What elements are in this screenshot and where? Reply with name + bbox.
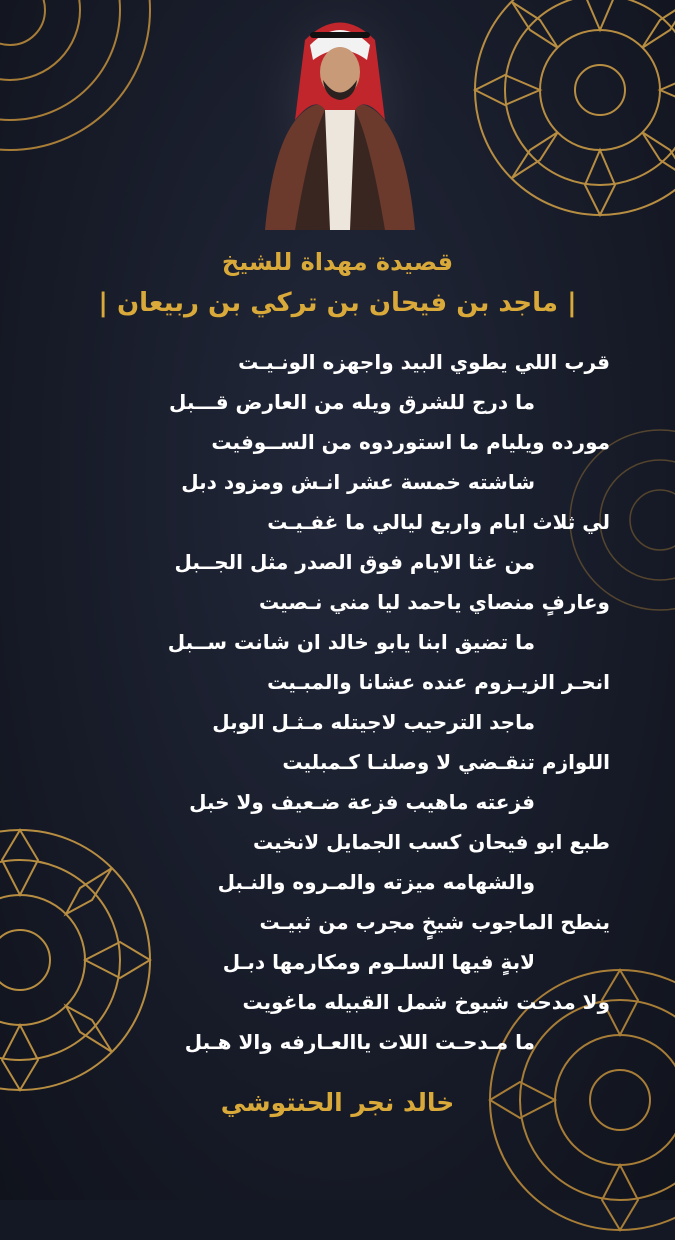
poem-line: طبع ابو فيحان كسب الجمايل لانخيت bbox=[252, 830, 610, 854]
poem-line: لي ثلاث ايام واربع ليالي ما غفـيـت bbox=[267, 510, 610, 534]
poem-line: فزعته ماهيب فزعة ضـعيف ولا خبل bbox=[189, 790, 535, 814]
poem-line: ما تضيق ابنا يابو خالد ان شانت ســبل bbox=[167, 630, 535, 654]
poem-line: ما درج للشرق ويله من العارض قـــبل bbox=[168, 390, 535, 414]
poem-line: ما مـدحـت اللات ياالعـارفه والا هـبل bbox=[184, 1030, 535, 1054]
poem-dedication-title: قصيدة مهداة للشيخ bbox=[221, 248, 454, 276]
poem-line: مورده ويليام ما استوردوه من الســوفيت bbox=[211, 430, 610, 454]
poem-line: ولا مدحت شيوخ شمل القبيله ماغويت bbox=[242, 990, 610, 1014]
mandala-bottom-left-ornament bbox=[0, 820, 160, 1100]
poem-line: لابةٍ فيها السلـوم ومكارمها دبـل bbox=[222, 950, 535, 974]
poem-line: قرب اللي يطوي البيد واجهزه الونـيـت bbox=[238, 350, 610, 374]
portrait-image bbox=[255, 0, 425, 230]
mandala-top-left-ornament bbox=[0, 0, 160, 160]
poem-line: اللوازم تنقـضي لا وصلنـا كـمبليت bbox=[282, 750, 610, 774]
mandala-top-right-ornament bbox=[470, 0, 675, 240]
poet-signature: خالد نجر الحنتوشي bbox=[220, 1088, 455, 1117]
honoree-name-title: | ماجد بن فيحان بن تركي بن ربيعان | bbox=[98, 288, 577, 318]
poem-line: انحـر الزيـزوم عنده عشانا والمبـيت bbox=[267, 670, 610, 694]
poem-line: شاشته خمسة عشر انـش ومزود دبل bbox=[181, 470, 535, 494]
poem-line: والشهامه ميزته والمـروه والنـبل bbox=[217, 870, 535, 894]
poem-line: ينطح الماجوب شيخٍ مجرب من ثبيـت bbox=[259, 910, 610, 934]
poem-line: من غثا الايام فوق الصدر مثل الجــبل bbox=[174, 550, 535, 574]
poem-line: وعارفٍ منصاي ياحمد ليا مني نـصيت bbox=[258, 590, 610, 614]
poem-line: ماجد الترحيب لاجيتله مـثـل الوبل bbox=[212, 710, 535, 734]
